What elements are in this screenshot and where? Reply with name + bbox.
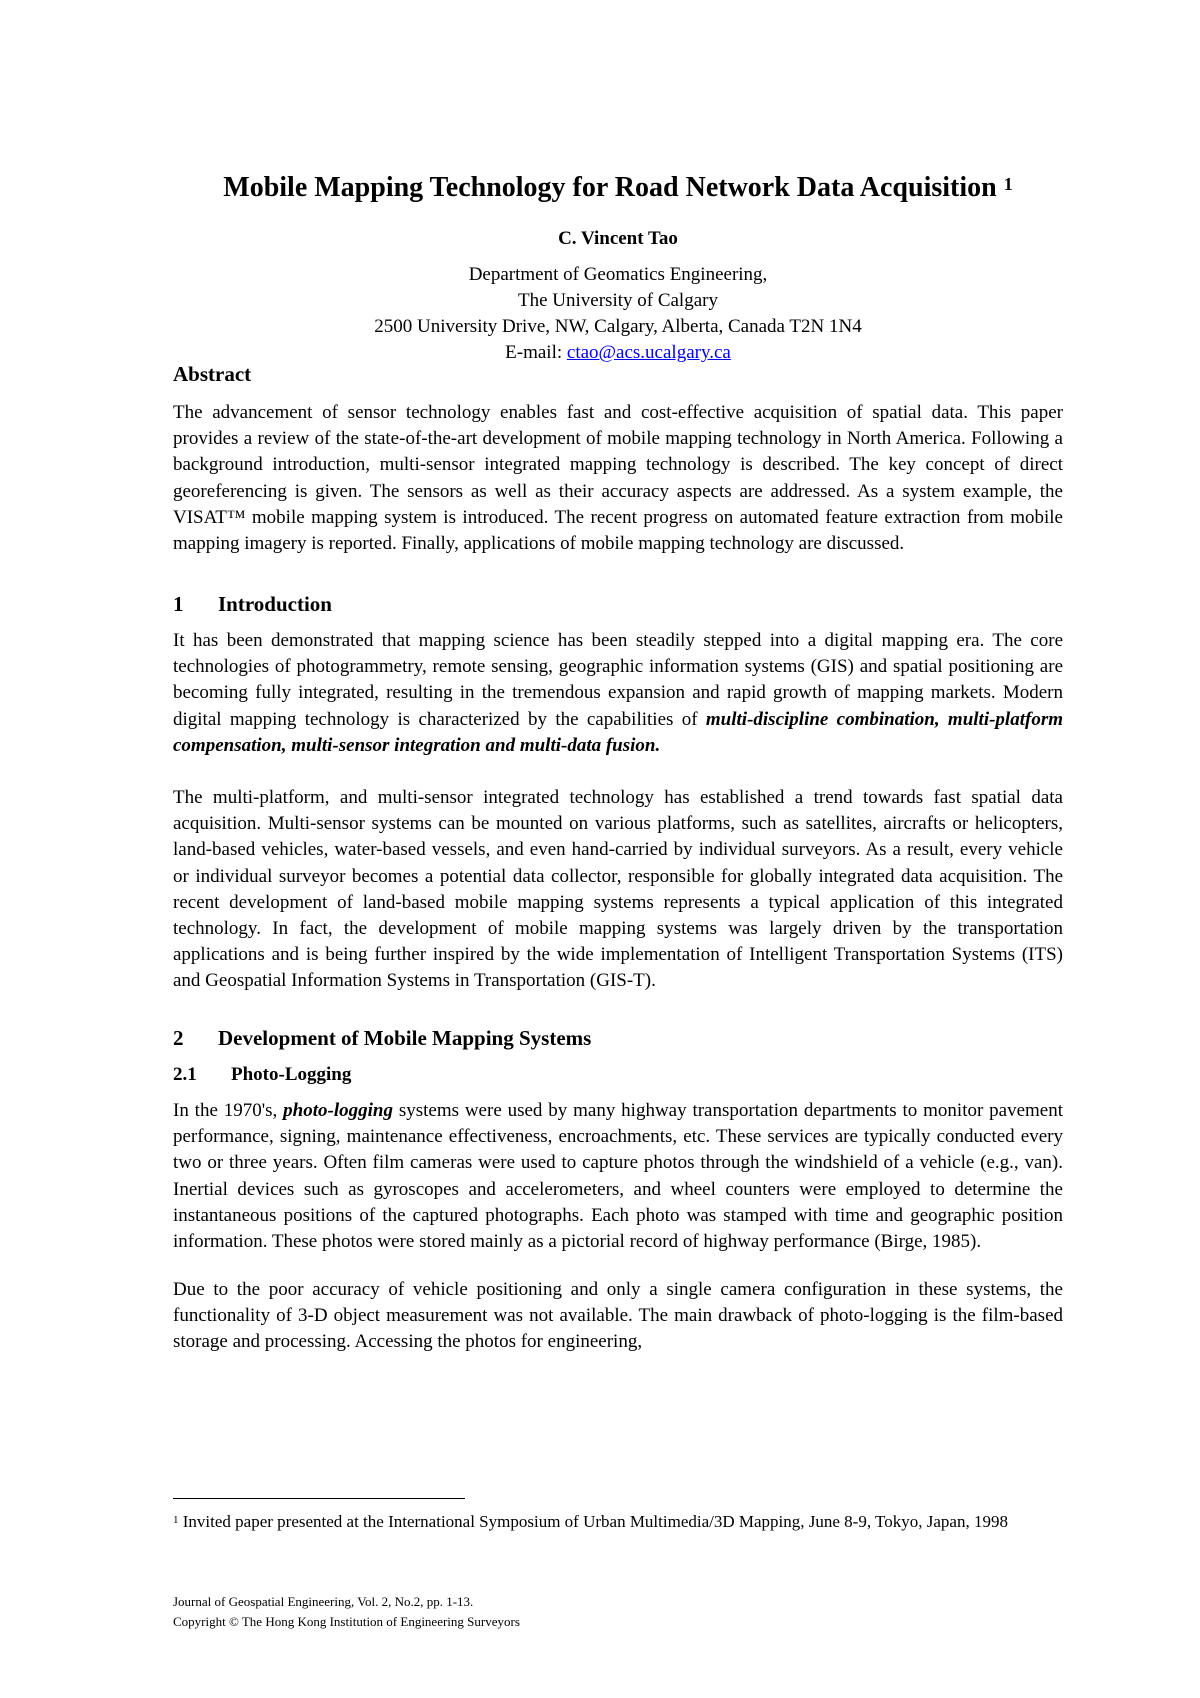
- section-2-paragraph-1-rest: systems were used by many highway transportation departments to monitor pavement performance, signing, maintenance effectiveness, encroachments, etc. These services are typically conducted every two or three years. Often film cameras were used to capture photos through the windshield of a vehicle (e.g., van). Inertial devices such as gyroscopes and accelerometers, and wheel counters were employed to determine the instantaneous positions of the captured photographs. Each photo was stamped with time and geographic position information. These photos were stored mainly as a pictorial record of highway performance (Birge, 1985).: [173, 1100, 1064, 1253]
- footnote-divider: [173, 1498, 465, 1499]
- section-1-title: Introduction: [218, 592, 332, 616]
- section-1-heading: [173, 592, 332, 617]
- affiliation-block: [173, 262, 1063, 366]
- section-1-paragraph-1: [173, 628, 1063, 759]
- subsection-2-1-number: 2.1: [173, 1064, 197, 1085]
- affiliation-email-line: [173, 340, 1063, 366]
- section-2-paragraph-2: Due to the poor accuracy of vehicle positioning and only a single camera configuration in these systems, the functionality of 3-D object measurement was not available. The main drawback of photo-logging is the film-based storage and processing. Accessing the photos for engineering,: [173, 1279, 1063, 1353]
- subsection-2-1-heading: [173, 1064, 351, 1086]
- email-label: E-mail:: [505, 342, 567, 363]
- section-2-heading: [173, 1026, 591, 1051]
- section-2-number: 2: [173, 1026, 184, 1050]
- footnote-mark: 1: [173, 1514, 179, 1526]
- journal-info: [173, 1592, 520, 1632]
- author-name: C. Vincent Tao: [558, 228, 678, 249]
- paper-title: [173, 172, 1063, 204]
- journal-copyright: Copyright © The Hong Kong Institution of Engineering Surveyors: [173, 1614, 520, 1629]
- paper-title-text: Mobile Mapping Technology for Road Network Data Acquisition: [223, 172, 997, 203]
- section-2-title: Development of Mobile Mapping Systems: [218, 1026, 592, 1050]
- abstract-text: The advancement of sensor technology enables fast and cost-effective acquisition of spatial data. This paper provides a review of the state-of-the-art development of mobile mapping technology in North America. Following a background introduction, multi-sensor integrated mapping technology is described. The key concept of direct georeferencing is given. The sensors as well as their accuracy aspects are addressed. As a system example, the VISAT™ mobile mapping system is introduced. The recent progress on automated feature extraction from mobile mapping imagery is reported. Finally, applications of mobile mapping technology are discussed.: [173, 402, 1063, 555]
- affiliation-university: The University of Calgary: [518, 290, 718, 311]
- section-1-emphasis: multi-discipline combination, multi-platform compensation, multi-sensor integration and multi-data fusion.: [173, 708, 1063, 756]
- section-1-number: 1: [173, 592, 184, 616]
- footnote-text: Invited paper presented at the International Symposium of Urban Multimedia/3D Mapping, June 8-9, Tokyo, Japan, 1998: [178, 1512, 1008, 1531]
- journal-citation: Journal of Geospatial Engineering, Vol. 2, No.2, pp. 1-13.: [173, 1594, 474, 1609]
- affiliation-department: Department of Geomatics Engineering,: [468, 264, 768, 285]
- subsection-2-1-title: Photo-Logging: [231, 1064, 352, 1085]
- footnote: [173, 1510, 1063, 1534]
- abstract-heading: Abstract: [173, 362, 252, 386]
- section-1-paragraph-1-text: It has been demonstrated that mapping science has been steadily stepped into a digital mapping era. The core technologies of photogrammetry, remote sensing, geographic information systems (GIS) and spatial positioning are becoming fully integrated, resulting in the tremendous expansion and rapid growth of mapping markets. Modern digital mapping technology is characterized by the capabilities of: [173, 630, 1063, 730]
- section-1-paragraph-2: The multi-platform, and multi-sensor integrated technology has established a trend towards fast spatial data acquisition. Multi-sensor systems can be mounted on various platforms, such as satellites, aircrafts or helicopters, land-based vehicles, water-based vessels, and even hand-carried by individual surveyors. As a result, every vehicle or individual surveyor becomes a potential data collector, responsible for globally integrated data acquisition. The recent development of land-based mobile mapping systems represents a typical application of this integrated technology. In fact, the development of mobile mapping systems was largely driven by the transportation applications and is being further inspired by the wide implementation of Intelligent Transportation Systems (ITS) and Geospatial Information Systems in Transportation (GIS-T).: [173, 787, 1063, 992]
- photo-logging-emphasis: photo-logging: [283, 1100, 393, 1121]
- email-link[interactable]: ctao@acs.ucalgary.ca: [566, 342, 731, 363]
- affiliation-address: 2500 University Drive, NW, Calgary, Alberta, Canada T2N 1N4: [374, 316, 862, 337]
- title-footnote-mark[interactable]: 1: [1003, 174, 1013, 194]
- section-2-paragraph-1-start: In the 1970's,: [173, 1100, 284, 1121]
- section-2-paragraph-1: [173, 1098, 1063, 1255]
